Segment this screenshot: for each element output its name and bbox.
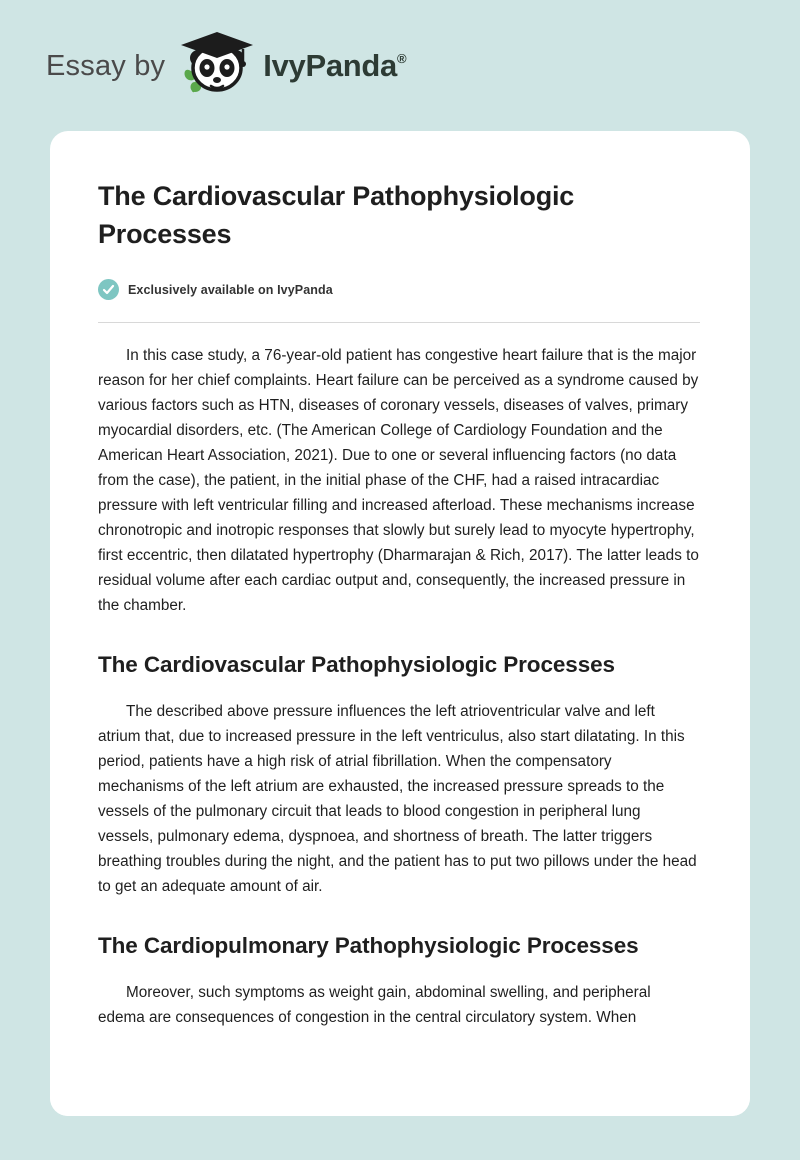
paragraph: The described above pressure influences the left atrioventricular valve and left atrium that, due to increased pressure in the left ventriculus, also start dilatating. In this period, patients have a high risk of atrial fibrillation. When the compensatory mechanisms of the left atrium are exhausted, the increased pressure spreads to the vessels of the pulmonary circuit that leads to blood congestion in peripheral lung vessels, pulmonary edema, dyspnoea, and shortness of breath. The latter triggers breathing troubles during the night, and the patient has to put two pillows under the head to get an adequate amount of air. bbox=[98, 703, 697, 895]
title-divider bbox=[98, 322, 700, 323]
panda-graduate-logo-icon bbox=[181, 30, 259, 102]
check-circle-icon bbox=[98, 279, 119, 300]
brand-trademark: ® bbox=[397, 50, 407, 66]
paragraph: Moreover, such symptoms as weight gain, abdominal swelling, and peripheral edema are consequences of congestion in the central circulatory system. When bbox=[98, 984, 651, 1026]
essay-by-label: Essay by bbox=[46, 49, 166, 82]
exclusive-badge-label: Exclusively available on IvyPanda bbox=[128, 282, 333, 297]
document-content bbox=[74, 177, 724, 1030]
section-heading: The Cardiopulmonary Pathophysiologic Processes bbox=[98, 933, 639, 958]
brand-name bbox=[263, 48, 406, 84]
page-title: The Cardiovascular Pathophysiologic Processes bbox=[98, 181, 575, 249]
card-bottom-fade bbox=[50, 1090, 750, 1116]
site-header bbox=[0, 0, 800, 132]
brand-logo-group[interactable] bbox=[181, 30, 406, 102]
brand-name-text: IvyPanda bbox=[263, 48, 397, 83]
section-heading: The Cardiovascular Pathophysiologic Processes bbox=[98, 652, 615, 677]
paragraph: In this case study, a 76-year-old patient has congestive heart failure that is the major reason for her chief complaints. Heart failure can be perceived as a syndrome caused by various factors such as HTN, diseases of coronary vessels, diseases of valves, primary myocardial disorders, etc. (The American College of Cardiology Foundation and the American Heart Association, 2021). Due to one or several influencing factors (no data from the case), the patient, in the initial phase of the CHF, had a raised intracardiac pressure with left ventricular filling and increased afterload. These mechanisms increase chronotropic and inotropic responses that slowly but surely lead to myocyte hypertrophy, first eccentric, then dilatated hypertrophy (Dharmarajan & Rich, 2017). The latter leads to residual volume after each cardiac output and, consequently, the increased pressure in the chamber. bbox=[98, 347, 699, 614]
exclusive-badge bbox=[98, 279, 700, 300]
document-card bbox=[50, 131, 750, 1116]
